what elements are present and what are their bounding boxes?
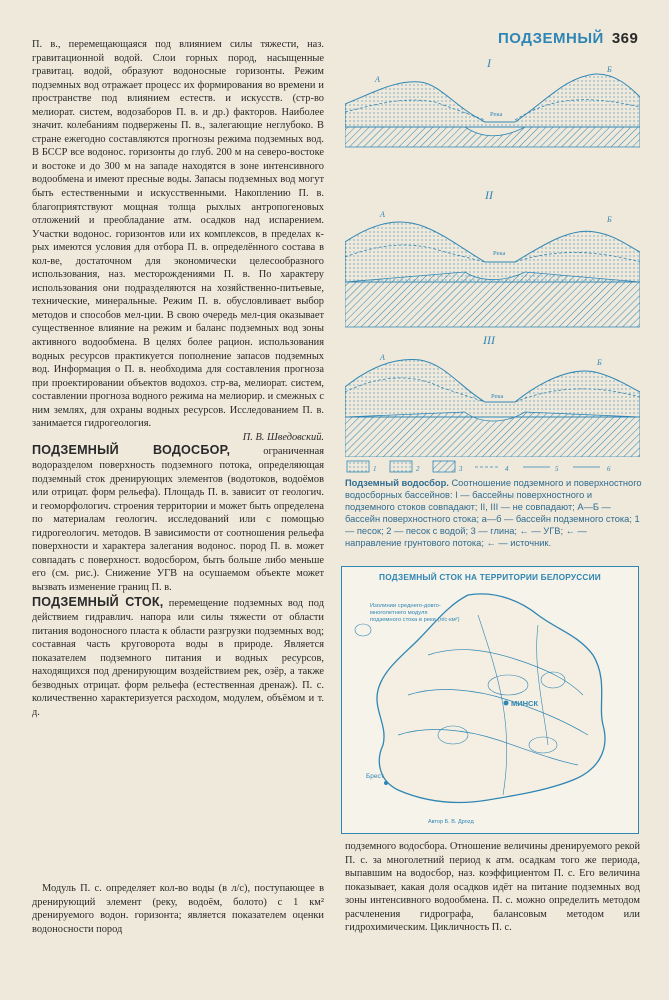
legend-item-label: 6 bbox=[607, 465, 611, 473]
author-signature: П. В. Шведовский. bbox=[242, 431, 324, 443]
caption-title: Подземный водосбор. bbox=[345, 478, 449, 488]
entry-underground-runoff bbox=[32, 596, 324, 719]
city-brest-label: Брест bbox=[366, 773, 384, 780]
diagram-caption bbox=[345, 478, 642, 549]
point-a-label: А bbox=[380, 353, 385, 362]
diagram-panel-3 bbox=[345, 333, 640, 457]
caption-text: Соотношение подземного и поверхностного водосборных бассейнов: I — бассейны поверхностного и подземного стоков совпадают; II, III — не совпадают; А—Б — бассейн поверхностного стока; а—б — бассейн подземного стока; 1 — песок; 2 — песок с водой; 3 — глина; ← — УГВ; ← — направление грунтового потока; ← — источник. bbox=[345, 478, 642, 548]
map-legend-text: Изолинии среднего-довго-многолетнего модуля подземного стока в реки (л/с·км²) bbox=[370, 603, 460, 623]
panel-number: I bbox=[487, 56, 491, 70]
diagram-legend bbox=[345, 458, 640, 476]
cross-section-diagram bbox=[345, 52, 640, 457]
river-label: Река bbox=[491, 393, 504, 400]
legend-item-label: 1 bbox=[373, 465, 377, 473]
paragraph-continuation: подземного водосбора. Отношение величины дренируемого рекой П. с. за многолетний период к атм. осадкам того же периода, выпавшим на водосбор, наз. коэффициентом П. с. Его величина показывает, какая доля осадков идёт на питание подземных вод зоны интенсивного водообмена. П. с. можно определить методом расчленения гидрографа, балансовым методом или гидрохимическим. Цикличность П. с. bbox=[345, 841, 640, 934]
point-b-label: Б bbox=[607, 215, 612, 224]
map-title: ПОДЗЕМНЫЙ СТОК НА ТЕРРИТОРИИ БЕЛОРУССИИ bbox=[379, 572, 601, 582]
legend-item-label: 2 bbox=[416, 465, 420, 473]
page-header bbox=[498, 30, 648, 47]
point-a-label: А bbox=[380, 210, 385, 219]
point-a-label: А bbox=[375, 75, 380, 84]
right-column-text bbox=[345, 840, 640, 935]
diagram-panel-1 bbox=[345, 56, 640, 147]
term-heading: ПОДЗЕМНЫЙ СТОК, bbox=[32, 595, 164, 610]
paragraph-module: Модуль П. с. определяет кол-во воды (в л/с), поступающее в дренирующий элемент (реку, водоём, болото) с 1 км² дренируемого водон. горизонта; является показателем оценки водоносности пород bbox=[32, 883, 324, 935]
header-title: ПОДЗЕМНЫЙ bbox=[498, 30, 604, 47]
river-label: Река bbox=[493, 250, 506, 257]
entry-underground-catchment bbox=[32, 444, 324, 594]
map-figure bbox=[341, 566, 639, 834]
entry-text: ограниченная водоразделом поверхность подземного потока, определяющая подземный сток дренирующих элементов (водотоков, водоёмов или отрицат. форм рельефа). Площадь П. в. зависит от геологич. и геоморфологич. строения территории и может быть определена по материалам геологич. исследований или с помощью гидрогеологич. методов. В зависимости от соотношения рельефа поверхности и характера залегания водонос. пород П. в. может совпадать с поверхност. водосбором, быть больше либо меньше его (см. рис.). Снижение УГВ на осушаемом объекте может вызвать изменение границ П. в. bbox=[32, 446, 324, 593]
panel-number: II bbox=[485, 188, 493, 202]
bottom-left-text bbox=[32, 882, 324, 936]
legend-item-label: 3 bbox=[459, 465, 463, 473]
panel-number: III bbox=[483, 333, 495, 347]
legend-item-label: 4 bbox=[505, 465, 509, 473]
point-b-label: Б bbox=[597, 358, 602, 367]
legend-item-label: 5 bbox=[555, 465, 559, 473]
diagram-panel-2 bbox=[345, 188, 640, 327]
city-minsk-label: МИНСК bbox=[511, 699, 539, 708]
map-author: Автор Б. В. Дроzд bbox=[428, 819, 474, 825]
paragraph-groundwater: П. в., перемещающаяся под влиянием силы тяжести, наз. гравитационной водой. Слои горных пород, насыщенные гравитац. водой, образуют водоносные горизонты. Режим подземных вод отражает процесс их формирования во времени и пространстве под влиянием естеств. и искусств. (стр-во мелиорат. систем, водозаборов П. в. и др.) факторов. Наиболее значит. колебаниям подвержены П. в., залегающие неглубоко. В стране ежегодно составляются прогнозы режима подземных вод. В БССР все водонос. горизонты до глуб. 200 м на северо-востоке и востоке и до 300 м на западе находятся в зоне интенсивного водообмена и имеют пресные воды. Запасы подземных вод могут быть естественными и искусственными. Накоплению П. в. благоприятствуют мощная толща рыхлых антропогеновых отложений и преобладание атм. осадков над испарением. Участки водонос. горизонтов или их комплексов, в пределах к-рых имеются условия для отбора П. в. определённого состава в кол-ве, достаточном для экономически целесообразного использования, наз. месторождениями П. в. По характеру использования они подразделяются на хозяйственно-питьевые, технические, минеральные. Режим П. в. обусловливает выбор методов и способов мел-ции. В свою очередь мел-ция оказывает существенное влияние на режим и баланс подземных вод зоны активного водообмена. В целях более рацион. использования водных ресурсов практикуется пополнение запасов подземных вод. Информация о П. в. необходима для составления прогноза при проектировании объектов водохоз. стр-ва, мелиорат. систем, составлении прогноза водного режима на мелиорир. и смежных с ним землях, для охраны водных ресурсов. Исследованием П. в. занимается гидрогеология. bbox=[32, 39, 324, 430]
left-column bbox=[32, 38, 324, 719]
page-number: 369 bbox=[611, 30, 639, 47]
term-heading: ПОДЗЕМНЫЙ ВОДОСБОР, bbox=[32, 443, 231, 458]
point-b-label: Б bbox=[607, 65, 612, 74]
river-label: Река bbox=[490, 111, 503, 118]
belarus-map bbox=[348, 585, 632, 829]
entry-text: перемещение подземных вод под действием гидравлич. напора или силы тяжести от области питания водоносного пласта к области разгрузки подземных вод; составная часть круговорота воды в природе. Является показателем подземного питания и водных ресурсов, находящихся под дренирующим воздействием рек, озёр, а также безводных отрицат. форм рельефа (естественная дренаж). П. с. количественно характеризуется расходом, модулем, объёмом и т. д. bbox=[32, 598, 324, 718]
